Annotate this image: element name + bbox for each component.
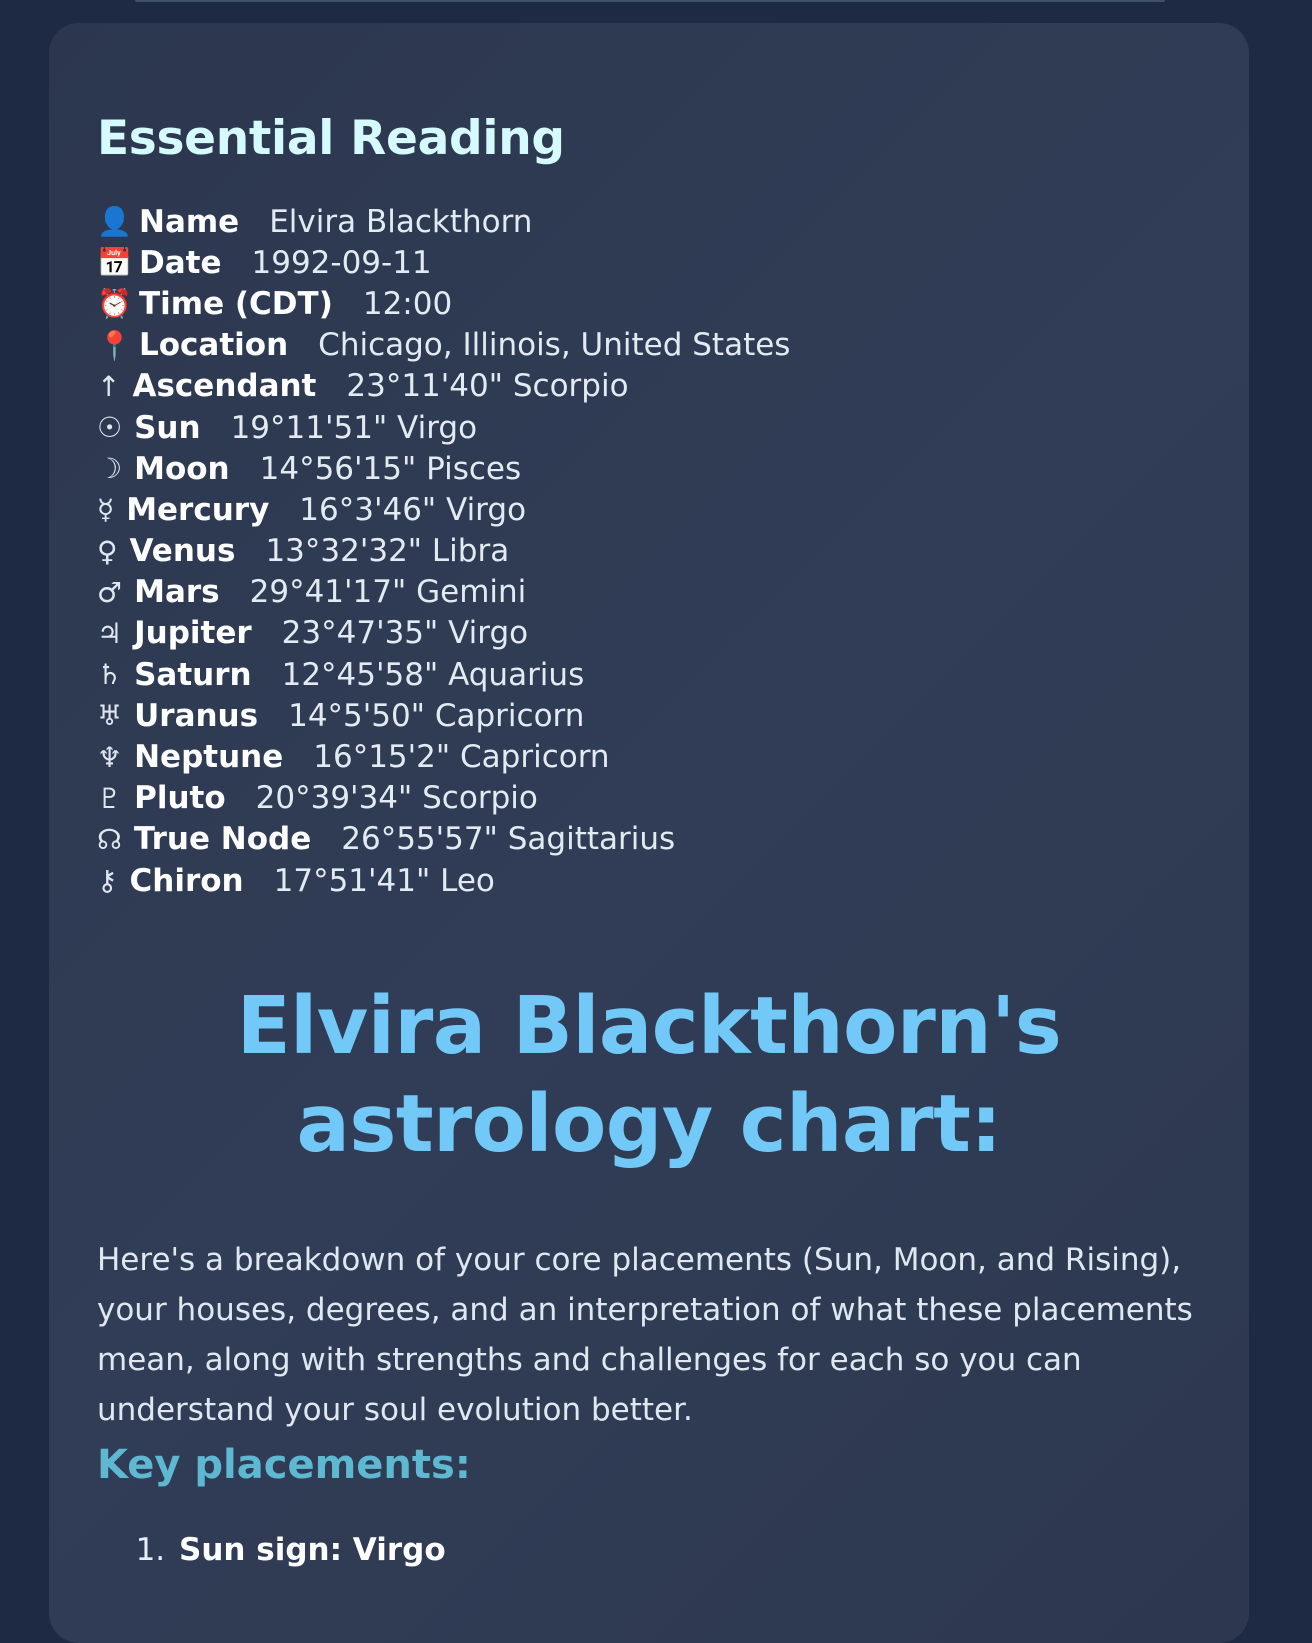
key-placements-heading: Key placements: xyxy=(97,1442,471,1489)
detail-value: 13°32'32" Libra xyxy=(265,533,510,570)
placement-label: Sun sign: Virgo xyxy=(179,1532,446,1569)
detail-label: Location xyxy=(139,327,289,364)
true-node-glyph-icon: ☊ xyxy=(97,822,122,856)
detail-value: 17°51'41" Leo xyxy=(273,862,495,899)
detail-value: 16°3'46" Virgo xyxy=(299,491,527,528)
key-placements-list xyxy=(97,1529,1201,1571)
detail-label: Neptune xyxy=(134,739,284,776)
detail-value: Chicago, Illinois, United States xyxy=(318,327,791,364)
detail-value: 14°56'15" Pisces xyxy=(259,450,522,487)
detail-value: 23°47'35" Virgo xyxy=(281,615,529,652)
detail-row-moon xyxy=(97,448,1201,489)
mars-glyph-icon: ♂ xyxy=(97,575,123,609)
person-icon: 👤 xyxy=(97,205,132,239)
pluto-glyph-icon: ♇ xyxy=(97,781,123,815)
chart-title: Elvira Blackthorn's astrology chart: xyxy=(236,980,1062,1171)
detail-value: 20°39'34" Scorpio xyxy=(255,780,538,817)
detail-value: Elvira Blackthorn xyxy=(269,203,533,240)
detail-row-date xyxy=(97,242,1201,283)
detail-row-venus xyxy=(97,531,1201,572)
detail-value: 14°5'50" Capricorn xyxy=(288,697,585,734)
detail-value: 29°41'17" Gemini xyxy=(249,574,527,611)
detail-row-chiron xyxy=(97,860,1201,901)
mercury-glyph-icon: ☿ xyxy=(97,493,115,527)
detail-row-neptune xyxy=(97,736,1201,777)
chiron-glyph-icon: ⚷ xyxy=(97,864,118,898)
detail-label: Ascendant xyxy=(132,368,317,405)
top-divider xyxy=(135,0,1165,2)
detail-label: Sun xyxy=(134,409,201,446)
chart-intro-text: Here's a breakdown of your core placements (Sun, Moon, and Rising), your houses, degrees, and an interpretation of what these placements mean, along with strengths and challenges for each so you can understand your soul evolution better. xyxy=(97,1242,1193,1429)
detail-label: Jupiter xyxy=(134,615,252,652)
saturn-glyph-icon: ♄ xyxy=(97,658,123,692)
detail-value: 26°55'57" Sagittarius xyxy=(341,821,676,858)
detail-row-uranus xyxy=(97,695,1201,736)
essential-reading-title: Essential Reading xyxy=(97,111,565,166)
ascendant-arrow-icon: ↑ xyxy=(97,369,121,403)
detail-row-name xyxy=(97,201,1201,242)
detail-label: Venus xyxy=(129,533,236,570)
detail-value: 12°45'58" Aquarius xyxy=(281,656,585,693)
detail-label: Uranus xyxy=(134,697,259,734)
detail-value: 12:00 xyxy=(362,285,453,322)
venus-glyph-icon: ♀ xyxy=(97,534,118,568)
detail-label: Date xyxy=(139,244,222,281)
detail-label: Mars xyxy=(134,574,220,611)
detail-row-true-node xyxy=(97,819,1201,860)
detail-label: Name xyxy=(139,203,240,240)
detail-label: True Node xyxy=(133,821,312,858)
list-item xyxy=(175,1529,1201,1571)
detail-row-time-cdt xyxy=(97,283,1201,324)
detail-row-location xyxy=(97,325,1201,366)
alarm-clock-icon: ⏰ xyxy=(97,287,132,321)
location-pin-icon: 📍 xyxy=(97,328,132,362)
detail-label: Moon xyxy=(134,450,230,487)
detail-row-ascendant xyxy=(97,366,1201,407)
neptune-glyph-icon: ♆ xyxy=(97,740,123,774)
detail-value: 1992-09-11 xyxy=(251,244,432,281)
detail-row-sun xyxy=(97,407,1201,448)
birth-details-list xyxy=(97,201,1201,901)
detail-value: 19°11'51" Virgo xyxy=(230,409,478,446)
detail-label: Pluto xyxy=(134,780,226,817)
jupiter-glyph-icon: ♃ xyxy=(97,616,123,650)
moon-glyph-icon: ☽ xyxy=(97,452,123,486)
detail-label: Mercury xyxy=(126,491,270,528)
reading-card xyxy=(49,23,1249,1643)
detail-row-mercury xyxy=(97,489,1201,530)
detail-row-pluto xyxy=(97,778,1201,819)
sun-glyph-icon: ☉ xyxy=(97,411,123,445)
detail-row-jupiter xyxy=(97,613,1201,654)
detail-label: Chiron xyxy=(129,862,244,899)
detail-label: Time (CDT) xyxy=(139,285,333,322)
detail-value: 16°15'2" Capricorn xyxy=(313,739,610,776)
calendar-icon: 📅 xyxy=(97,246,132,280)
detail-label: Saturn xyxy=(134,656,252,693)
detail-row-saturn xyxy=(97,654,1201,695)
detail-value: 23°11'40" Scorpio xyxy=(346,368,629,405)
uranus-glyph-icon: ♅ xyxy=(97,699,123,733)
detail-row-mars xyxy=(97,572,1201,613)
